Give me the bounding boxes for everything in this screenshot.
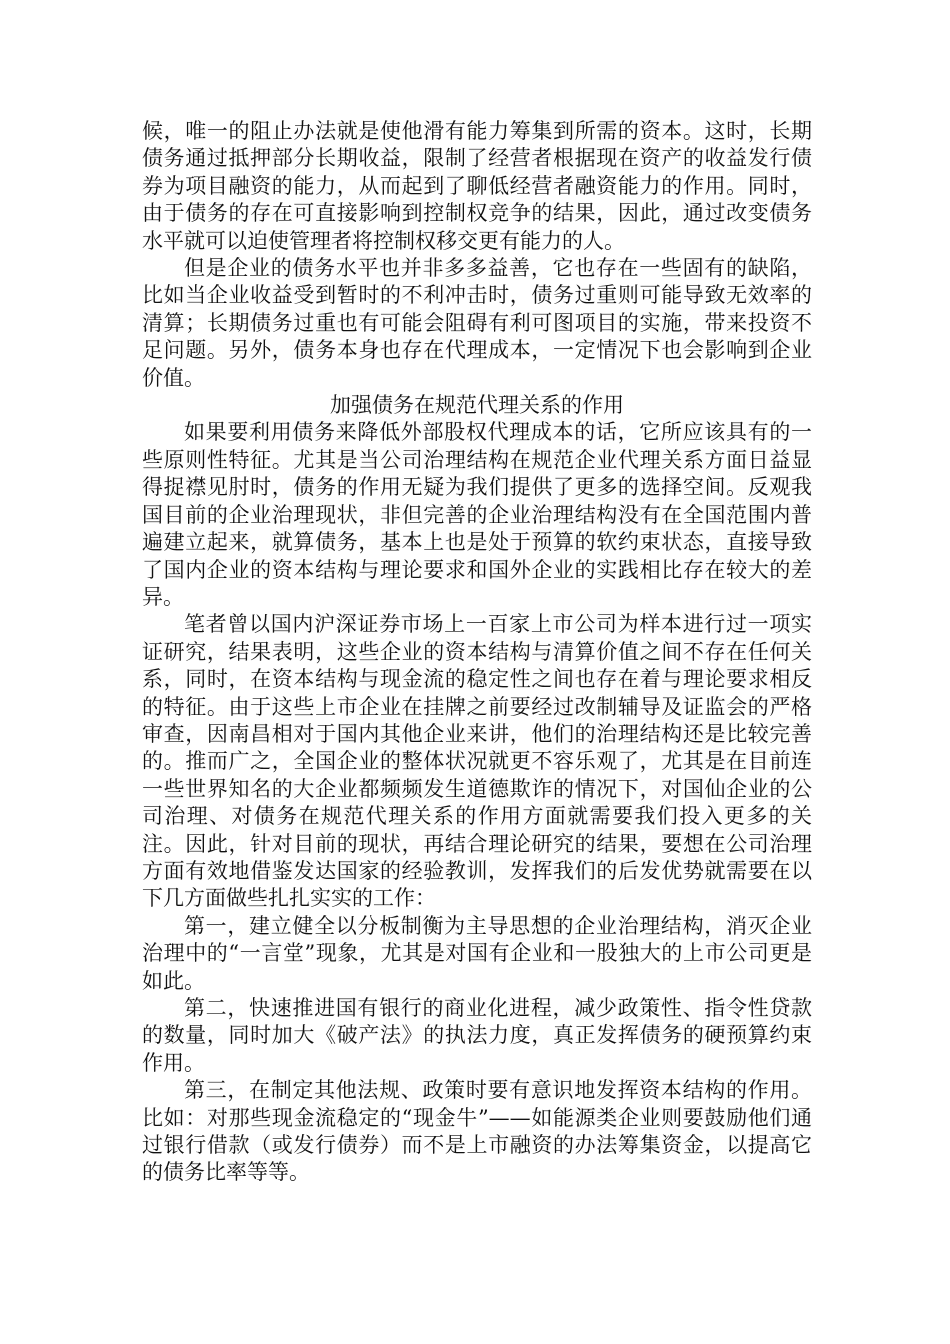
- paragraph-1: 候，唯一的阻止办法就是使他滑有能力筹集到所需的资本。这时，长期债务通过抵押部分长期收益，限制了经营者根据现在资产的收益发行债券为项目融资的能力，从而起到了聊低经营者融资能力的作用。同时，由于债务的存在可直接影响到控制权竞争的结果，因此，通过改变债务水平就可以迫使管理者将控制权移交更有能力的人。: [142, 119, 812, 253]
- paragraph-7: 第三，在制定其他法规、政策时要有意识地发挥资本结构的作用。比如：对那些现金流稳定的“现金牛”——如能源类企业则要鼓励他们通过银行借款（或发行债券）而不是上市融资的办法筹集资金，以提高它的债务比率等等。: [142, 1078, 812, 1185]
- paragraph-6: 第二，快速推进国有银行的商业化进程，减少政策性、指令性贷款的数量，同时加大《破产法》的执法力度，真正发挥债务的硬预算约束作用。: [142, 996, 812, 1075]
- paragraph-5: 第一，建立健全以分板制衡为主导思想的企业治理结构，消灭企业治理中的“一言堂”现象，尤其是对国有企业和一股独大的上市公司更是如此。: [142, 913, 812, 993]
- paragraph-4: 笔者曾以国内沪深证券市场上一百家上市公司为样本进行过一项实证研究，结果表明，这些企业的资本结构与清算价值之间不存在任何关系，同时，在资本结构与现金流的稳定性之间也存在着与理论要求相反的特征。由于这些上市企业在挂牌之前要经过改制辅导及证监会的严格审查，因南昌相对于国内其他企业来讲，他们的治理结构还是比较完善的。推而广之，全国企业的整体状况就更不容乐观了，尤其是在目前连一些世界知名的大企业都频频发生道德欺诈的情况下，对国仙企业的公司治理、对债务在规范代理关系的作用方面就需要我们投入更多的关注。因此，针对目前的现状，再结合理论研究的结果，要想在公司治理方面有效地借鉴发达国家的经验教训，发挥我们的后发优势就需要在以下几方面做些扎扎实实的工作：: [142, 612, 812, 911]
- paragraph-3: 如果要利用债务来降低外部股权代理成本的话，它所应该具有的一些原则性特征。尤其是当公司治理结构在规范企业代理关系方面日益显得捉襟见肘时，债务的作用无疑为我们提供了更多的选择空间。反观我国目前的企业治理现状，非但完善的企业治理结构没有在全国范围内普遍建立起来，就算债务，基本上也是处于预算的软约束状态，直接导致了国内企业的资本结构与理论要求和国外企业的实践相比存在较大的差异。: [142, 420, 812, 609]
- section-heading: 加强债务在规范代理关系的作用: [330, 393, 624, 418]
- paragraph-2: 但是企业的债务水平也并非多多益善，它也存在一些固有的缺陷，比如当企业收益受到暂时的不利冲击时，债务过重则可能导致无效率的清算；长期债务过重也有可能会阻碍有利可图项目的实施，带来投资不足问题。另外，债务本身也存在代理成本，一定情况下也会影响到企业价值。: [142, 256, 812, 390]
- document-body: [142, 118, 812, 1187]
